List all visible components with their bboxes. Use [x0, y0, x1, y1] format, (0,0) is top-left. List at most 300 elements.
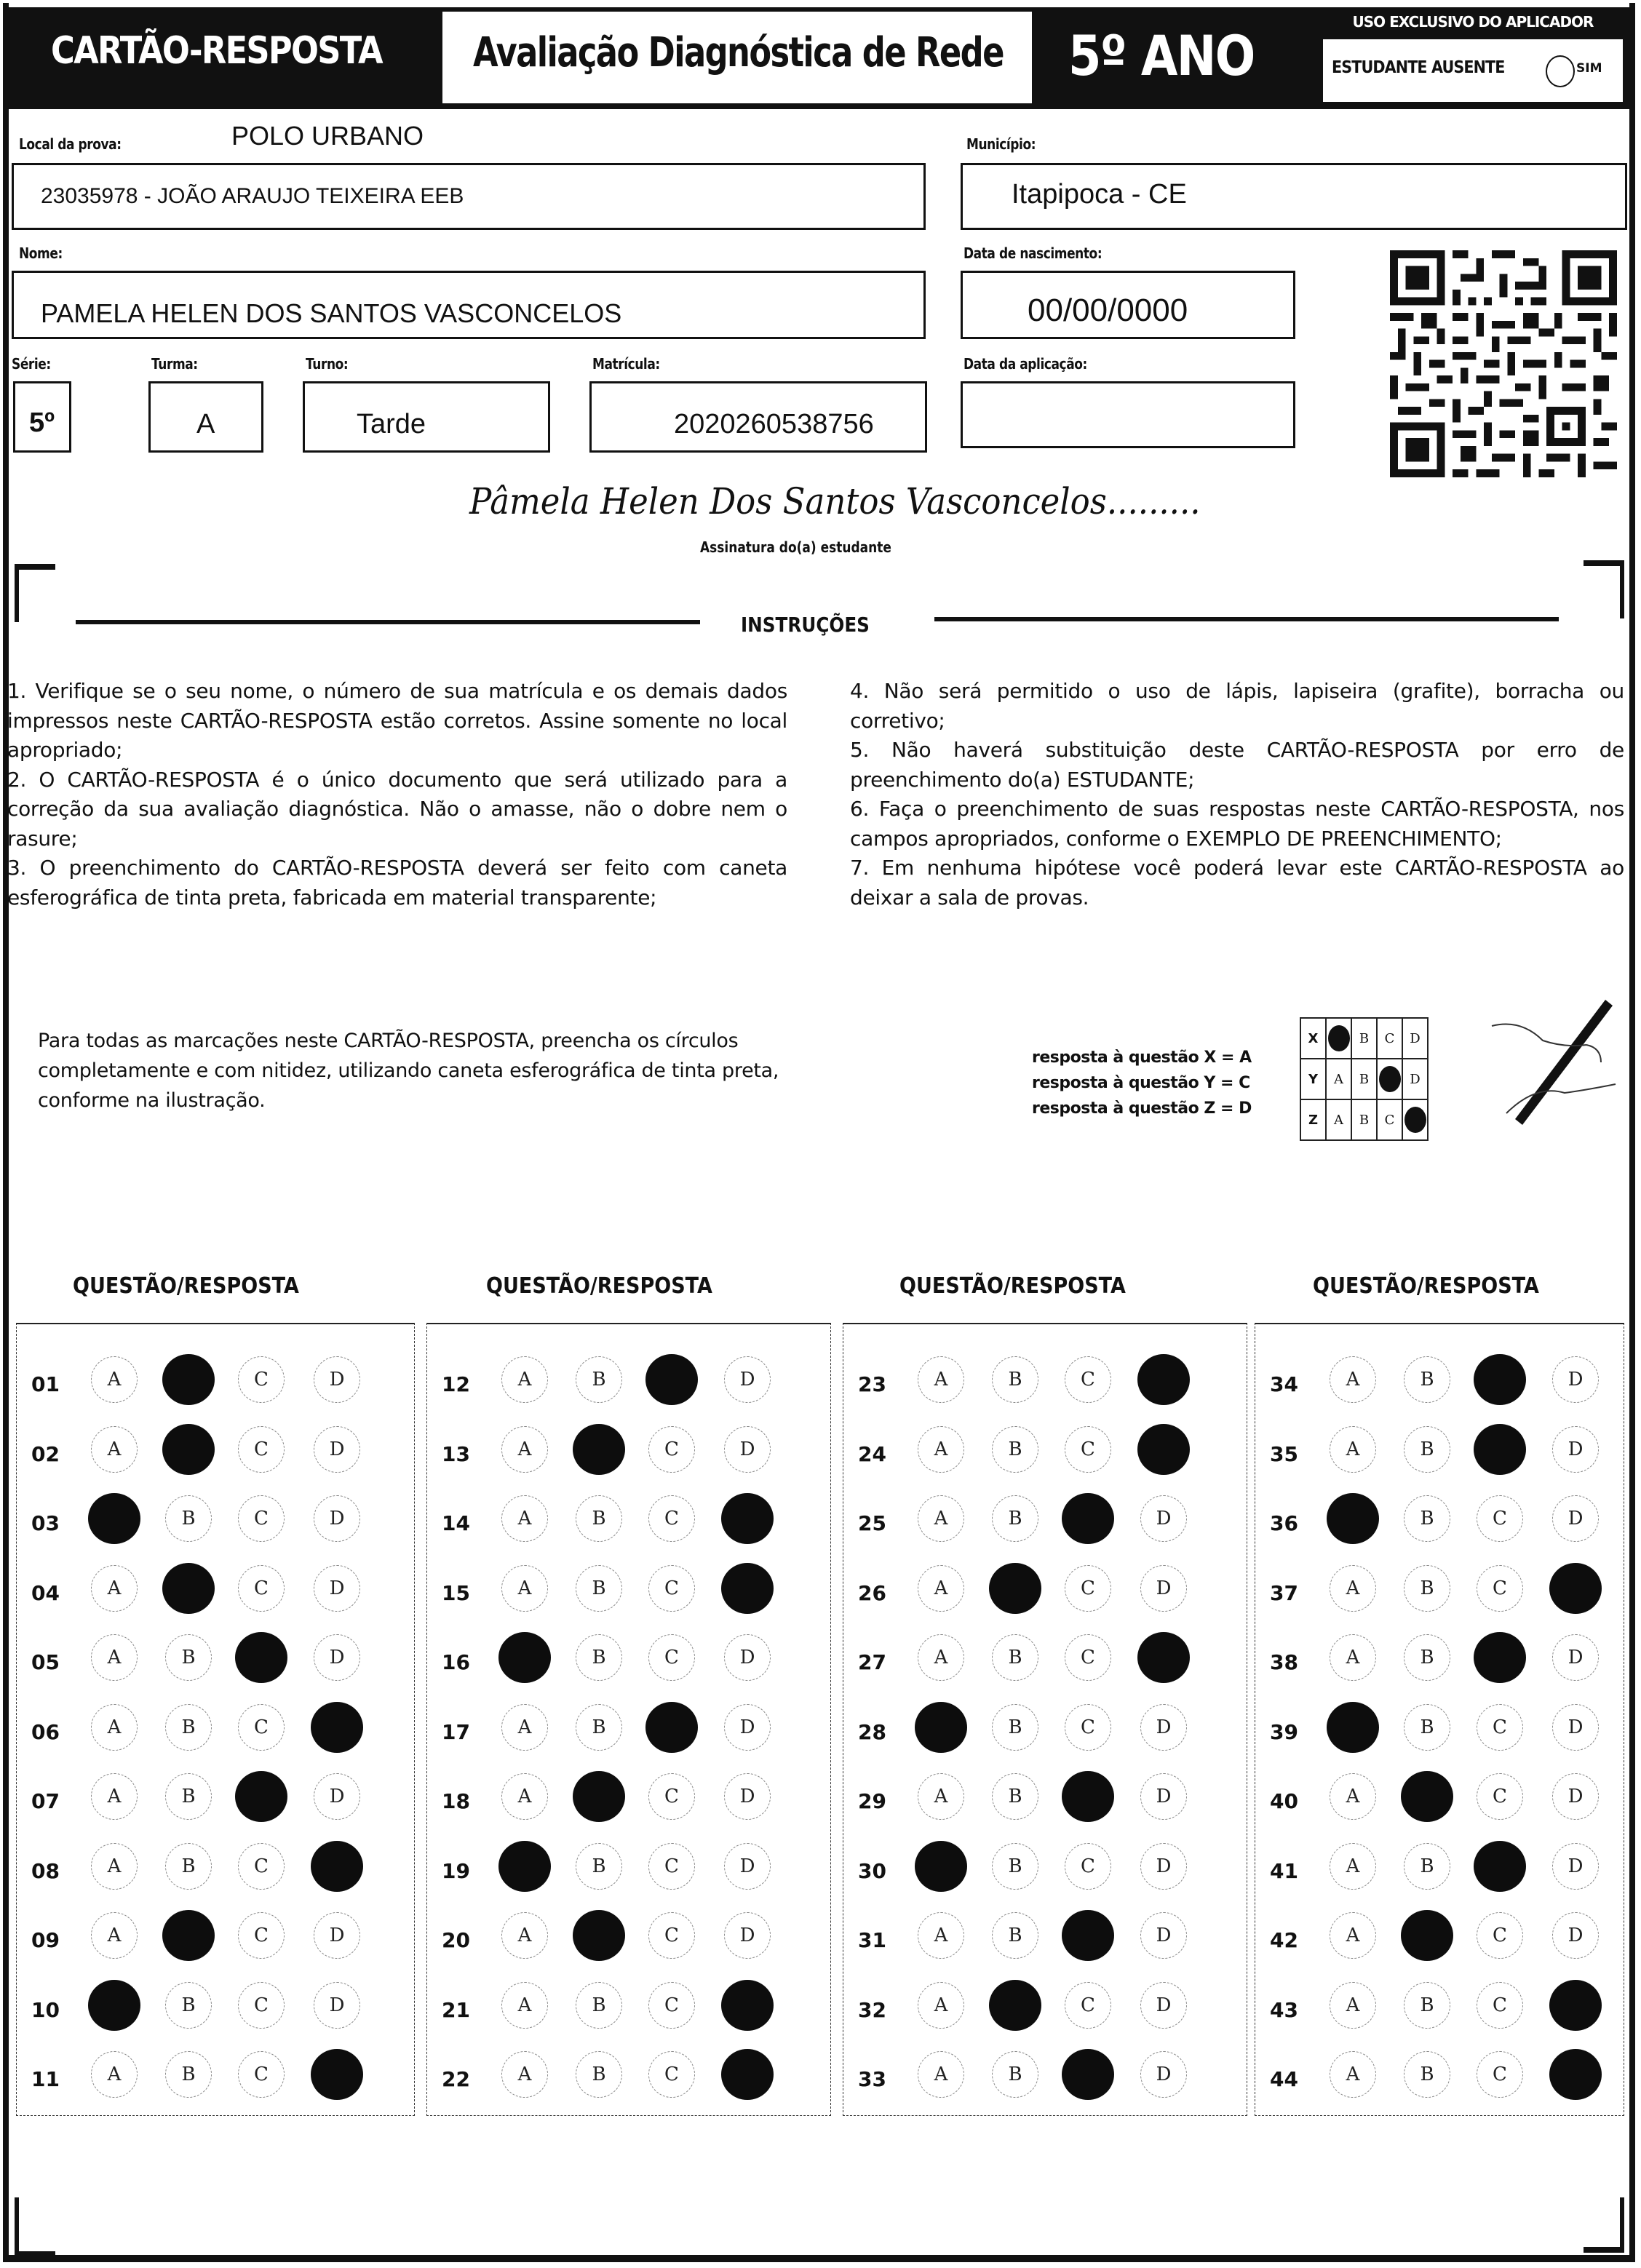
question-row: [17, 1982, 414, 2040]
answer-bubble[interactable]: C: [1065, 1982, 1111, 2029]
answer-bubble-filled[interactable]: [162, 1424, 215, 1475]
question-number: 26: [858, 1580, 886, 1605]
answer-bubble[interactable]: C: [238, 1565, 285, 1612]
corner-mark-top-right: [1584, 560, 1624, 566]
answer-bubble[interactable]: B: [1404, 1495, 1450, 1542]
question-number: 33: [858, 2067, 886, 2091]
instructions-title: INSTRUÇÕES: [741, 613, 870, 637]
example-option: A: [1326, 1099, 1351, 1140]
answer-bubble-filled[interactable]: [1062, 2049, 1114, 2100]
question-row: [1255, 1426, 1624, 1484]
instructions-rule-right: [934, 617, 1559, 621]
question-number: 37: [1270, 1580, 1298, 1605]
answer-bubble[interactable]: D: [724, 1773, 771, 1820]
answer-bubble[interactable]: D: [1140, 1704, 1187, 1751]
answer-bubble[interactable]: A: [501, 1912, 548, 1959]
answer-bubble[interactable]: C: [238, 1982, 285, 2029]
question-number: 43: [1270, 1997, 1298, 2022]
example-option: [1326, 1018, 1351, 1059]
question-number: 15: [442, 1580, 470, 1605]
column-header: QUESTÃO/RESPOSTA: [1313, 1273, 1539, 1299]
answer-bubble-filled[interactable]: [1137, 1424, 1190, 1475]
question-row: [17, 1426, 414, 1484]
example-row: [1300, 1099, 1428, 1140]
question-row: [17, 1773, 414, 1831]
answer-bubble-filled[interactable]: [1474, 1424, 1526, 1475]
example-option: B: [1351, 1099, 1377, 1140]
aplicacao-label: Data da aplicação:: [963, 355, 1087, 373]
answer-bubble[interactable]: C: [1477, 1773, 1523, 1820]
answer-bubble[interactable]: D: [1140, 1495, 1187, 1542]
corner-mark-bottom-right-v: [1620, 2197, 1624, 2253]
answer-bubble[interactable]: B: [1404, 2051, 1450, 2098]
answer-bubble[interactable]: B: [576, 1704, 622, 1751]
answer-bubble[interactable]: D: [1140, 1565, 1187, 1612]
question-row: [427, 1843, 830, 1901]
answer-bubble-filled[interactable]: [915, 1841, 967, 1892]
answer-bubble[interactable]: C: [238, 1426, 285, 1473]
answer-bubble[interactable]: B: [992, 2051, 1038, 2098]
answer-bubble[interactable]: C: [1477, 1982, 1523, 2029]
question-number: 25: [858, 1511, 886, 1535]
answer-bubble[interactable]: B: [576, 1495, 622, 1542]
corner-mark-top-left: [15, 564, 55, 570]
nascimento-label: Data de nascimento:: [963, 244, 1102, 262]
question-row: [843, 1704, 1247, 1762]
answer-bubble[interactable]: A: [91, 1356, 138, 1403]
answer-bubble-filled[interactable]: [311, 2049, 363, 2100]
question-row: [427, 1634, 830, 1692]
question-row: [1255, 1982, 1624, 2040]
question-number: 28: [858, 1719, 886, 1744]
answer-bubble[interactable]: A: [918, 1426, 964, 1473]
column-header: QUESTÃO/RESPOSTA: [486, 1273, 712, 1299]
answer-bubble-filled[interactable]: [311, 1702, 363, 1753]
nome-label: Nome:: [19, 244, 63, 262]
answer-bubble-filled[interactable]: [311, 1841, 363, 1892]
answer-bubble[interactable]: A: [918, 1565, 964, 1612]
answer-bubble-filled[interactable]: [721, 1563, 774, 1614]
answer-bubble[interactable]: A: [918, 1495, 964, 1542]
question-row: [1255, 1773, 1624, 1831]
answer-bubble[interactable]: D: [724, 1426, 771, 1473]
answer-bubble[interactable]: A: [91, 1426, 138, 1473]
local-value: POLO URBANO: [231, 121, 424, 151]
answer-bubble-filled[interactable]: [498, 1841, 551, 1892]
absent-option-label: SIM: [1576, 61, 1602, 76]
question-number: 03: [31, 1511, 60, 1535]
answer-bubble-filled[interactable]: [721, 1493, 774, 1544]
turno-value: Tarde: [357, 409, 426, 439]
answer-bubble[interactable]: C: [648, 1634, 695, 1681]
question-number: 13: [442, 1441, 470, 1466]
question-number: 29: [858, 1789, 886, 1813]
serie-value: 5º: [29, 407, 55, 438]
answer-bubble-filled[interactable]: [1549, 1563, 1602, 1614]
question-number: 42: [1270, 1928, 1298, 1952]
question-row: [17, 1912, 414, 1970]
answer-bubble[interactable]: C: [1065, 1843, 1111, 1890]
example-option: C: [1377, 1018, 1402, 1059]
instruction-1: 1. Verifique se o seu nome, o número de sua matrícula e os demais dados impressos neste CARTÃO-RESPOSTA estão corretos. Assine somente no local apropriado;: [7, 679, 787, 762]
answer-bubble[interactable]: C: [648, 1495, 695, 1542]
question-number: 40: [1270, 1789, 1298, 1813]
answer-bubble[interactable]: C: [238, 1912, 285, 1959]
signature-caption: Assinatura do(a) estudante: [700, 538, 891, 556]
answer-bubble[interactable]: C: [648, 1912, 695, 1959]
answer-bubble[interactable]: D: [1552, 1912, 1599, 1959]
answer-bubble[interactable]: D: [314, 1912, 360, 1959]
answer-bubble[interactable]: D: [1552, 1356, 1599, 1403]
answer-bubble[interactable]: C: [648, 1565, 695, 1612]
question-row: [1255, 1495, 1624, 1553]
answer-bubble[interactable]: B: [992, 1843, 1038, 1890]
answer-bubble-filled[interactable]: [162, 1354, 215, 1405]
example-option: B: [1351, 1018, 1377, 1059]
question-number: 22: [442, 2067, 470, 2091]
answer-bubble[interactable]: C: [648, 1843, 695, 1890]
answer-bubble[interactable]: C: [238, 1356, 285, 1403]
answer-bubble[interactable]: B: [992, 1634, 1038, 1681]
answer-bubble[interactable]: B: [992, 1912, 1038, 1959]
matricula-value: 2020260538756: [674, 409, 874, 439]
answer-bubble-filled[interactable]: [1327, 1702, 1379, 1753]
answer-bubble[interactable]: A: [1330, 1356, 1376, 1403]
answer-bubble[interactable]: D: [1552, 1843, 1599, 1890]
answer-bubble[interactable]: D: [1140, 1912, 1187, 1959]
answer-bubble-filled[interactable]: [989, 1980, 1041, 2031]
question-number: 32: [858, 1997, 886, 2022]
answer-bubble[interactable]: B: [992, 1495, 1038, 1542]
example-option: C: [1377, 1099, 1402, 1140]
answer-bubble[interactable]: B: [576, 1565, 622, 1612]
answer-bubble[interactable]: A: [91, 1565, 138, 1612]
answer-bubble-filled[interactable]: [573, 1910, 625, 1961]
answer-bubble[interactable]: C: [1477, 1565, 1523, 1612]
absent-radio[interactable]: [1546, 55, 1575, 87]
answer-bubble[interactable]: B: [576, 1356, 622, 1403]
answer-bubble[interactable]: D: [314, 1356, 360, 1403]
answer-bubble[interactable]: B: [165, 1495, 212, 1542]
answer-bubble[interactable]: C: [238, 1843, 285, 1890]
card-title: CARTÃO-RESPOSTA: [51, 29, 382, 73]
question-row: [1255, 1565, 1624, 1623]
instruction-6: 6. Faça o preenchimento de suas respostas neste CARTÃO-RESPOSTA, nos campos apropriados, conforme o EXEMPLO DE PREENCHIMENTO;: [850, 797, 1624, 851]
answer-bubble[interactable]: C: [1065, 1704, 1111, 1751]
answer-bubble[interactable]: B: [165, 1982, 212, 2029]
answer-bubble[interactable]: A: [501, 1704, 548, 1751]
answer-bubble[interactable]: D: [724, 1843, 771, 1890]
question-row: [427, 1426, 830, 1484]
pen-hand-icon: [1477, 997, 1623, 1150]
answer-bubble[interactable]: B: [1404, 1704, 1450, 1751]
answer-bubble[interactable]: A: [501, 1773, 548, 1820]
answer-bubble[interactable]: B: [1404, 1565, 1450, 1612]
answer-bubble[interactable]: C: [238, 1495, 285, 1542]
question-number: 02: [31, 1441, 60, 1466]
answer-bubble-filled[interactable]: [1474, 1354, 1526, 1405]
answer-bubble[interactable]: A: [918, 1773, 964, 1820]
nome-value: PAMELA HELEN DOS SANTOS VASCONCELOS: [41, 298, 622, 328]
answer-bubble-filled[interactable]: [645, 1702, 698, 1753]
answer-bubble[interactable]: D: [1552, 1634, 1599, 1681]
answer-bubble[interactable]: C: [238, 1704, 285, 1751]
answer-bubble[interactable]: B: [1404, 1356, 1450, 1403]
question-row: [843, 1495, 1247, 1553]
nascimento-value: 00/00/0000: [1028, 293, 1188, 328]
question-number: 27: [858, 1650, 886, 1674]
answer-bubble[interactable]: A: [1330, 1843, 1376, 1890]
instructions-left: [7, 677, 787, 912]
answer-bubble[interactable]: A: [1330, 1426, 1376, 1473]
answer-bubble-filled[interactable]: [1137, 1632, 1190, 1683]
question-row: [427, 1565, 830, 1623]
answer-bubble[interactable]: B: [1404, 1634, 1450, 1681]
answer-bubble-filled[interactable]: [1401, 1910, 1453, 1961]
answer-bubble[interactable]: A: [918, 1982, 964, 2029]
answer-bubble[interactable]: A: [501, 1565, 548, 1612]
answer-bubble-filled[interactable]: [645, 1354, 698, 1405]
filled-bubble-icon: [1404, 1107, 1426, 1133]
answer-bubble-filled[interactable]: [88, 1980, 140, 2031]
answer-bubble-filled[interactable]: [1327, 1493, 1379, 1544]
answer-bubble[interactable]: A: [918, 1912, 964, 1959]
question-number: 04: [31, 1580, 60, 1605]
question-number: 17: [442, 1719, 470, 1744]
answer-bubble[interactable]: B: [1404, 1426, 1450, 1473]
applicator-title: USO EXCLUSIVO DO APLICADOR: [1352, 13, 1594, 31]
answer-bubble[interactable]: A: [918, 2051, 964, 2098]
answer-bubble-filled[interactable]: [721, 1980, 774, 2031]
absent-label: ESTUDANTE AUSENTE: [1332, 58, 1505, 77]
answer-bubble[interactable]: C: [1065, 1634, 1111, 1681]
example-row: [1300, 1059, 1428, 1099]
evaluation-title: Avaliação Diagnóstica de Rede: [473, 29, 1004, 76]
corner-mark-bottom-left-v: [15, 2197, 19, 2256]
answer-bubble-filled[interactable]: [1062, 1771, 1114, 1822]
question-row: [427, 1356, 830, 1414]
answer-bubble[interactable]: D: [1552, 1704, 1599, 1751]
answer-bubble-filled[interactable]: [1401, 1771, 1453, 1822]
answer-bubble[interactable]: A: [1330, 1565, 1376, 1612]
answer-bubble[interactable]: B: [1404, 1843, 1450, 1890]
question-number: 36: [1270, 1511, 1298, 1535]
answer-bubble[interactable]: C: [1477, 1704, 1523, 1751]
answer-bubble[interactable]: A: [918, 1634, 964, 1681]
answer-bubble[interactable]: B: [992, 1356, 1038, 1403]
question-row: [843, 2051, 1247, 2109]
answer-bubble[interactable]: D: [314, 1773, 360, 1820]
answer-bubble[interactable]: D: [724, 1356, 771, 1403]
answer-bubble[interactable]: B: [576, 2051, 622, 2098]
example-row: [1300, 1018, 1428, 1059]
answer-bubble-filled[interactable]: [498, 1632, 551, 1683]
question-row: [843, 1426, 1247, 1484]
question-number: 06: [31, 1719, 60, 1744]
answer-bubble[interactable]: B: [1404, 1982, 1450, 2029]
answer-bubble[interactable]: B: [576, 1634, 622, 1681]
answer-bubble[interactable]: B: [165, 1634, 212, 1681]
answer-bubble[interactable]: D: [314, 1426, 360, 1473]
instruction-7: 7. Em nenhuma hipótese você poderá levar este CARTÃO-RESPOSTA ao deixar a sala de provas.: [850, 856, 1624, 910]
answer-bubble[interactable]: C: [1477, 2051, 1523, 2098]
example-option: [1377, 1059, 1402, 1099]
answer-bubble-filled[interactable]: [88, 1493, 140, 1544]
answer-bubble-filled[interactable]: [1549, 1980, 1602, 2031]
answer-bubble[interactable]: A: [501, 1356, 548, 1403]
answer-bubble[interactable]: A: [918, 1356, 964, 1403]
question-row: [17, 1634, 414, 1692]
answer-bubble[interactable]: D: [1140, 1982, 1187, 2029]
answer-bubble[interactable]: A: [1330, 1982, 1376, 2029]
answer-bubble[interactable]: D: [1140, 1843, 1187, 1890]
filled-bubble-icon: [1379, 1066, 1401, 1092]
serie-label: Série:: [12, 355, 51, 373]
instruction-3: 3. O preenchimento do CARTÃO-RESPOSTA deverá ser feito com caneta esferográfica de tinta preta, fabricada em material transparente;: [7, 856, 787, 910]
example-option: D: [1402, 1018, 1428, 1059]
answer-bubble-filled[interactable]: [989, 1563, 1041, 1614]
question-row: [17, 1704, 414, 1762]
question-number: 10: [31, 1997, 60, 2022]
answer-bubble[interactable]: D: [314, 1495, 360, 1542]
answer-bubble[interactable]: A: [501, 1982, 548, 2029]
answer-bubble-filled[interactable]: [1137, 1354, 1190, 1405]
question-row: [427, 1912, 830, 1970]
example-row-label: X: [1300, 1018, 1326, 1059]
answer-bubble-filled[interactable]: [235, 1632, 287, 1683]
answer-bubble[interactable]: A: [91, 1773, 138, 1820]
answer-bubble[interactable]: D: [1552, 1773, 1599, 1820]
answer-bubble[interactable]: D: [1552, 1426, 1599, 1473]
answer-bubble[interactable]: C: [238, 2051, 285, 2098]
answer-bubble[interactable]: C: [1065, 1356, 1111, 1403]
answer-bubble[interactable]: B: [165, 1704, 212, 1751]
answer-bubble[interactable]: A: [91, 1912, 138, 1959]
turma-value: A: [196, 409, 215, 439]
answer-bubble[interactable]: A: [501, 1426, 548, 1473]
answer-bubble[interactable]: B: [165, 1843, 212, 1890]
answer-bubble[interactable]: D: [314, 1634, 360, 1681]
answer-bubble[interactable]: B: [165, 2051, 212, 2098]
turno-label: Turno:: [306, 355, 349, 373]
answer-bubble[interactable]: C: [648, 1982, 695, 2029]
student-signature: Pâmela Helen Dos Santos Vasconcelos.........: [469, 480, 1201, 522]
question-row: [17, 2051, 414, 2109]
answer-bubble[interactable]: B: [992, 1704, 1038, 1751]
instruction-2: 2. O CARTÃO-RESPOSTA é o único documento que será utilizado para a correção da sua avaliação diagnóstica. Não o amasse, não o dobre nem o rasure;: [7, 767, 787, 851]
answer-bubble[interactable]: C: [648, 1773, 695, 1820]
corner-mark-bottom-right: [1584, 2247, 1624, 2253]
question-row: [1255, 1704, 1624, 1762]
answer-bubble[interactable]: D: [724, 1912, 771, 1959]
answer-bubble[interactable]: C: [1477, 1912, 1523, 1959]
answer-bubble[interactable]: A: [1330, 1773, 1376, 1820]
question-row: [1255, 2051, 1624, 2109]
answer-bubble-filled[interactable]: [1549, 2049, 1602, 2100]
answer-bubble[interactable]: B: [165, 1773, 212, 1820]
answer-bubble[interactable]: C: [1065, 1565, 1111, 1612]
answer-bubble-filled[interactable]: [235, 1771, 287, 1822]
answer-bubble[interactable]: D: [314, 1982, 360, 2029]
answer-bubble[interactable]: B: [576, 1843, 622, 1890]
example-option: A: [1326, 1059, 1351, 1099]
corner-mark-top-left-v: [15, 564, 19, 622]
answer-bubble[interactable]: D: [1140, 2051, 1187, 2098]
turno-field: [303, 381, 550, 453]
answer-bubble-filled[interactable]: [573, 1771, 625, 1822]
question-number: 09: [31, 1928, 60, 1952]
answer-bubble-filled[interactable]: [162, 1563, 215, 1614]
answer-bubble-filled[interactable]: [1062, 1910, 1114, 1961]
answer-bubble[interactable]: B: [992, 1426, 1038, 1473]
answer-bubble[interactable]: A: [91, 2051, 138, 2098]
example-legend-z: resposta à questão Z = D: [1032, 1099, 1252, 1118]
answer-bubble[interactable]: A: [1330, 1912, 1376, 1959]
answer-bubble[interactable]: C: [648, 1426, 695, 1473]
example-table: [1300, 1017, 1429, 1141]
answer-bubble[interactable]: A: [1330, 1634, 1376, 1681]
question-row: [843, 1634, 1247, 1692]
question-number: 16: [442, 1650, 470, 1674]
question-number: 30: [858, 1858, 886, 1883]
turma-label: Turma:: [151, 355, 198, 373]
grade-title: 5º ANO: [1068, 23, 1255, 88]
answer-bubble[interactable]: D: [1140, 1773, 1187, 1820]
answer-bubble[interactable]: C: [648, 2051, 695, 2098]
answer-bubble[interactable]: C: [1477, 1495, 1523, 1542]
question-number: 44: [1270, 2067, 1298, 2091]
corner-mark-bottom-left: [15, 2251, 55, 2257]
answer-bubble-filled[interactable]: [721, 2049, 774, 2100]
answer-bubble[interactable]: C: [1065, 1426, 1111, 1473]
answer-bubble-filled[interactable]: [162, 1910, 215, 1961]
example-legend-y: resposta à questão Y = C: [1032, 1074, 1250, 1092]
answer-bubble[interactable]: A: [1330, 2051, 1376, 2098]
answer-bubble[interactable]: D: [724, 1704, 771, 1751]
answer-bubble[interactable]: D: [724, 1634, 771, 1681]
answer-bubble-filled[interactable]: [1474, 1632, 1526, 1683]
question-row: [1255, 1912, 1624, 1970]
answer-bubble[interactable]: D: [1552, 1495, 1599, 1542]
answer-bubble[interactable]: A: [501, 2051, 548, 2098]
instructions-right: [850, 677, 1624, 912]
municipio-value: Itapipoca - CE: [1012, 179, 1187, 210]
answer-bubble-filled[interactable]: [1062, 1493, 1114, 1544]
instruction-4: 4. Não será permitido o uso de lápis, lapiseira (grafite), borracha ou corretivo;: [850, 679, 1624, 733]
answer-bubble-filled[interactable]: [1474, 1841, 1526, 1892]
question-number: 21: [442, 1997, 470, 2022]
answer-bubble[interactable]: A: [501, 1495, 548, 1542]
question-number: 11: [31, 2067, 60, 2091]
answer-column-1: [16, 1323, 415, 2116]
answer-bubble[interactable]: D: [314, 1565, 360, 1612]
matricula-label: Matrícula:: [592, 355, 660, 373]
answer-bubble[interactable]: A: [91, 1843, 138, 1890]
answer-bubble[interactable]: B: [992, 1773, 1038, 1820]
local-label: Local da prova:: [19, 135, 122, 153]
example-row-label: Y: [1300, 1059, 1326, 1099]
instruction-5: 5. Não haverá substituição deste CARTÃO-RESPOSTA por erro de preenchimento do(a) ESTUDANTE;: [850, 738, 1624, 792]
answer-column-4: [1255, 1323, 1624, 2116]
answer-column-3: [843, 1323, 1247, 2116]
question-number: 38: [1270, 1650, 1298, 1674]
answer-bubble-filled[interactable]: [573, 1424, 625, 1475]
answer-bubble[interactable]: A: [91, 1704, 138, 1751]
answer-bubble[interactable]: A: [91, 1634, 138, 1681]
answer-bubble[interactable]: B: [576, 1982, 622, 2029]
answer-bubble-filled[interactable]: [915, 1702, 967, 1753]
example-row-label: Z: [1300, 1099, 1326, 1140]
